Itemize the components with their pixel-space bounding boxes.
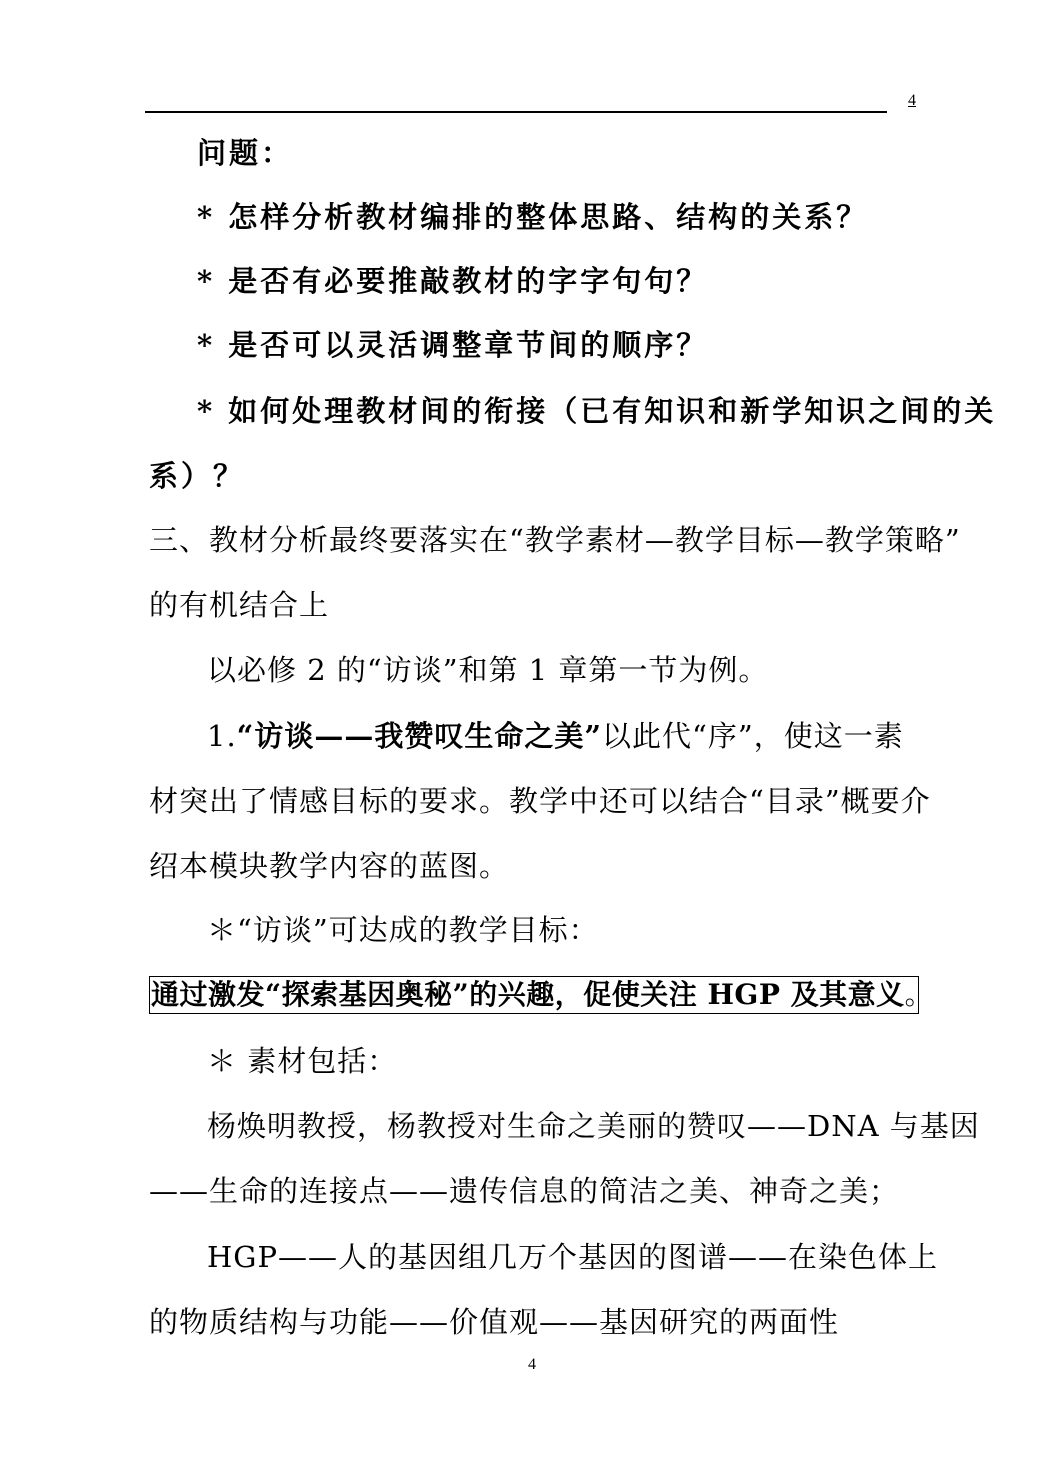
question-3: * 是否可以灵活调整章节间的顺序？ (197, 328, 709, 362)
materials-line-2: ——生命的连接点——遗传信息的简洁之美、神奇之美； (149, 1174, 900, 1208)
question-4-line-2: 系）？ (149, 459, 246, 493)
footer-page-number: 4 (528, 1356, 536, 1373)
question-2: * 是否有必要推敲教材的字字句句？ (197, 264, 709, 298)
section-3-title-line-2: 的有机结合上 (149, 588, 330, 622)
goal-label: ＊“访谈”可达成的教学目标： (207, 913, 599, 947)
question-1: * 怎样分析教材编排的整体思路、结构的关系？ (197, 200, 869, 234)
item-1-line-2: 材突出了情感目标的要求。教学中还可以结合“目录”概要介 (149, 784, 931, 818)
materials-line-3: HGP——人的基因组几万个基因的图谱——在染色体上 (207, 1240, 938, 1274)
materials-line-4: 的物质结构与功能——价值观——基因研究的两面性 (149, 1305, 840, 1339)
example-intro: 以必修 2 的“访谈”和第 1 章第一节为例。 (207, 653, 769, 687)
materials-label: ＊ 素材包括： (207, 1044, 398, 1078)
item-1-line-3: 绍本模块教学内容的蓝图。 (149, 849, 510, 883)
goal-boxed-end: 。 (904, 978, 933, 1011)
question-4-line-1: * 如何处理教材间的衔接（已有知识和新学知识之间的关 (197, 394, 997, 428)
goal-boxed-bold-text: 通过激发“探索基因奥秘”的兴趣，促使关注 HGP 及其意义 (151, 978, 905, 1011)
item-1-rest: 以此代“序”，使这一素 (602, 719, 904, 753)
item-1-line-1 (207, 719, 904, 753)
item-1-bold-title: “访谈——我赞叹生命之美” (236, 719, 603, 753)
item-1-number: 1. (207, 719, 237, 753)
section-3-title-line-1: 三、教材分析最终要落实在“教学素材—教学目标—教学策略” (149, 523, 961, 557)
goal-boxed-statement (149, 976, 933, 1014)
materials-line-1: 杨焕明教授，杨教授对生命之美丽的赞叹——DNA 与基因 (207, 1109, 980, 1143)
header-page-number: 4 (908, 92, 916, 109)
header-rule (145, 111, 887, 113)
questions-heading: 问题： (197, 136, 294, 170)
